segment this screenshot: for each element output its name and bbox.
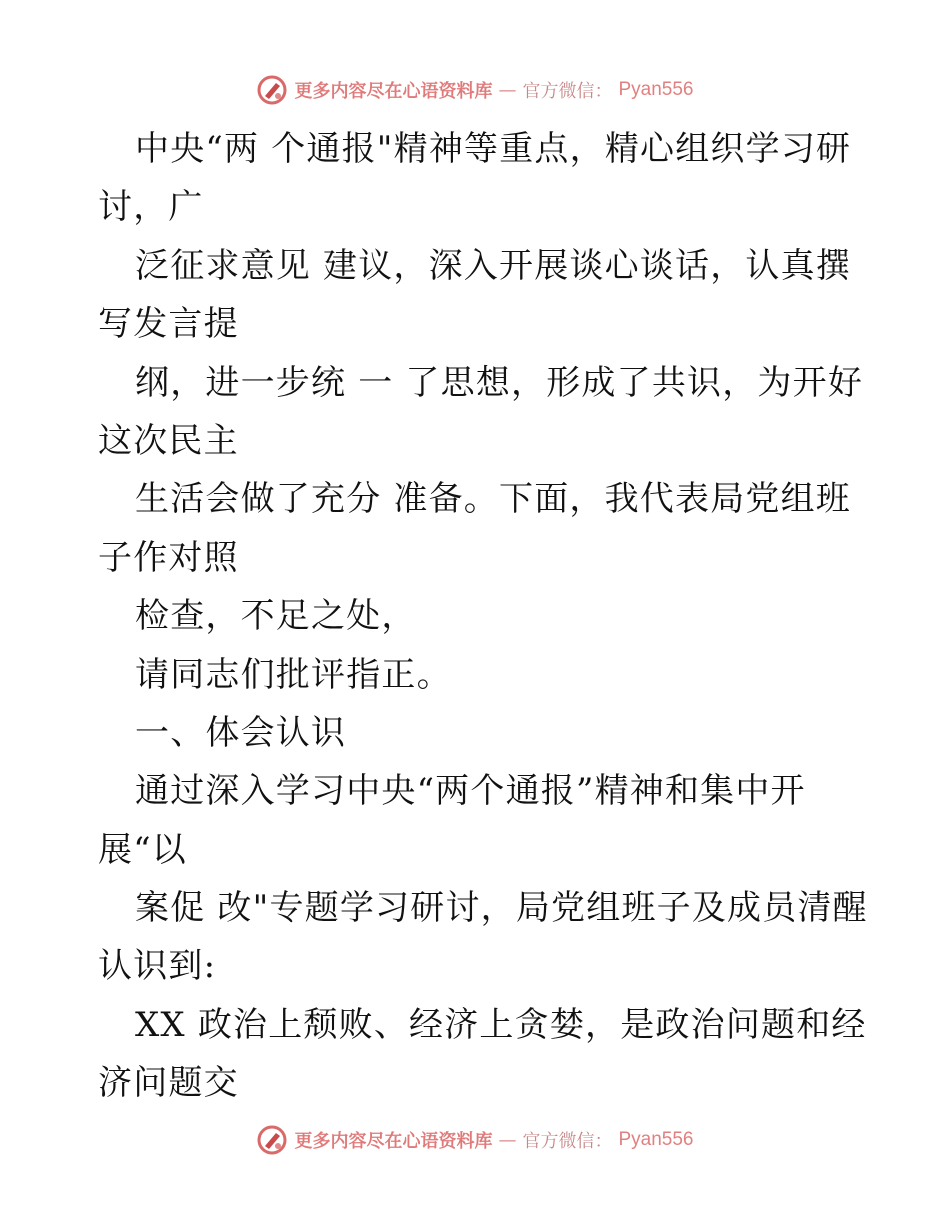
body-line: 纲，进一步统 一 了思想，形成了共识，为开好 xyxy=(135,362,864,403)
body-line: 讨，广 xyxy=(98,187,204,228)
body-line: 认识到: xyxy=(98,946,217,987)
body-line: XX 政治上颓败、经济上贪婪，是政治问题和经 xyxy=(135,1004,867,1045)
body-line: 写发言提 xyxy=(98,304,239,345)
body-line: 通过深入学习中央“两个通报”精神和集中开 xyxy=(135,771,806,812)
watermark-label: 官方微信： xyxy=(522,1131,613,1152)
watermark-label: 官方微信： xyxy=(522,81,613,102)
watermark-brand: 更多内容尽在心语资料库 xyxy=(294,1131,493,1152)
body-line: 请同志们批评指正。 xyxy=(135,654,452,695)
section-heading: 一、体会认识 xyxy=(135,712,347,753)
watermark-footer xyxy=(0,1122,950,1158)
body-line: 这次民主 xyxy=(98,420,239,461)
watermark-separator: — xyxy=(498,1129,517,1151)
body-line: 泛征求意见 建议，深入开展谈心谈话，认真撰 xyxy=(135,245,852,286)
watermark-id: Pyan556 xyxy=(618,1129,694,1150)
brand-logo-icon xyxy=(256,1124,288,1156)
body-line: 济问题交 xyxy=(98,1063,239,1104)
body-line: 中央“两 个通报"精神等重点，精心组织学习研 xyxy=(135,129,852,169)
body-line: 展“以 xyxy=(98,829,187,870)
watermark-separator: — xyxy=(498,79,517,101)
body-line: 生活会做了充分 准备。下面，我代表局党组班 xyxy=(135,479,852,520)
body-line: 检查，不足之处， xyxy=(135,596,417,637)
brand-logo-icon xyxy=(256,74,288,106)
body-line: 子作对照 xyxy=(98,537,239,578)
watermark-brand: 更多内容尽在心语资料库 xyxy=(294,81,493,102)
document-body xyxy=(98,120,868,1113)
watermark-id: Pyan556 xyxy=(618,79,694,100)
watermark-header xyxy=(0,72,950,108)
body-line: 案促 改"专题学习研讨，局党组班子及成员清醒 xyxy=(135,888,868,929)
